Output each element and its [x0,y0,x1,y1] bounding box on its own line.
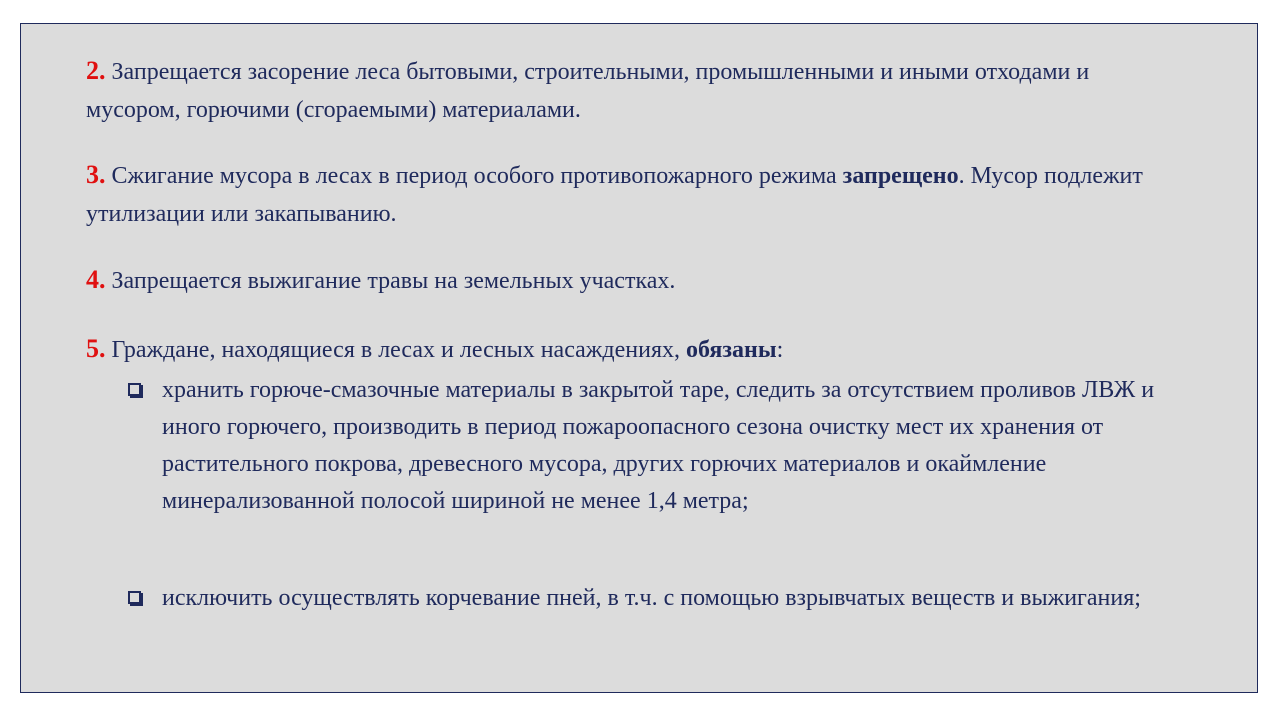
rule-text-after: . Мусор подлежит утилизации или закапыванию. [86,163,1143,227]
rule-text: Запрещается засорение леса бытовыми, строительными, промышленными и иными отходами и мусором, горючими (сгораемыми) материалами. [86,59,1090,123]
bullet-text: хранить горюче-смазочные материалы в закрытой таре, следить за отсутствием проливов ЛВЖ и иного горючего, производить в период пожароопасного сезона очистку мест их хранения от растительного покрова, древесного мусора, других горючих материалов и окаймление минерализованной полосой шириной не менее 1,4 метра; [162,377,1155,514]
rule-text: Запрещается выжигание травы на земельных участках. [105,268,676,294]
rule-emphasis: обязаны [685,337,777,363]
checkbox-square-icon [128,591,141,604]
rule-text: Сжигание мусора в лесах в период особого противопожарного режима [105,163,843,189]
rule-text: Граждане, находящиеся в лесах и лесных насаждениях, [105,337,686,363]
rule-text-after: : [776,337,784,363]
rule-number: 2. [86,56,106,85]
rule-5 [86,330,1166,369]
rule-number: 4. [86,265,106,294]
rule-number: 3. [86,160,106,189]
bullet-item [128,580,1158,617]
rule-3 [86,156,1166,233]
rule-2 [86,52,1166,129]
rule-4 [86,261,1166,300]
bullet-text: исключить осуществлять корчевание пней, в т.ч. с помощью взрывчатых веществ и выжигания; [162,585,1141,611]
rule-number: 5. [86,334,106,363]
checkbox-square-icon [128,383,141,396]
bullet-item [128,372,1158,520]
rule-emphasis: запрещено [842,163,959,189]
